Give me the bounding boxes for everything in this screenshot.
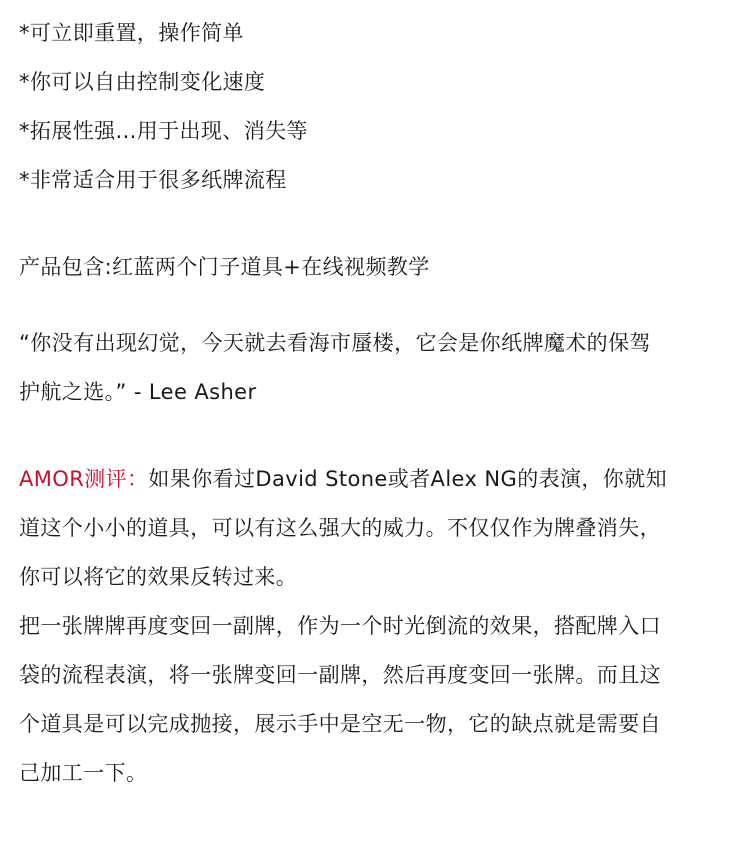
review-text: 如果你看过David Stone或者Alex NG的表演，你就知 — [148, 467, 667, 491]
review-line: 把一张牌牌再度变回一副牌，作为一个时光倒流的效果，搭配牌入口 — [19, 614, 661, 638]
amor-review — [19, 464, 732, 788]
review-label: AMOR测评： — [19, 467, 149, 491]
package-contents: 产品包含:红蓝两个门子道具+在线视频教学 — [19, 255, 430, 279]
review-line: 你可以将它的效果反转过来。 — [19, 565, 298, 589]
feature-list — [19, 18, 732, 195]
review-line — [19, 464, 732, 494]
feature-item: *非常适合用于很多纸牌流程 — [19, 168, 287, 192]
feature-item: *拓展性强...用于出现、消失等 — [19, 119, 308, 143]
review-line: 袋的流程表演，将一张牌变回一副牌，然后再度变回一张牌。而且这 — [19, 663, 661, 687]
review-line: 个道具是可以完成抛接，展示手中是空无一物，它的缺点就是需要自 — [19, 712, 661, 736]
quote-line: “你没有出现幻觉，今天就去看海市蜃楼，它会是你纸牌魔术的保驾 — [19, 331, 651, 355]
review-line: 己加工一下。 — [19, 761, 148, 785]
feature-item: *你可以自由控制变化速度 — [19, 70, 266, 94]
feature-item: *可立即重置，操作简单 — [19, 21, 244, 45]
quote-line: 护航之选。” - Lee Asher — [19, 380, 257, 404]
testimonial-quote — [19, 328, 732, 407]
review-line: 道这个小小的道具，可以有这么强大的威力。不仅仅作为牌叠消失， — [19, 516, 661, 540]
